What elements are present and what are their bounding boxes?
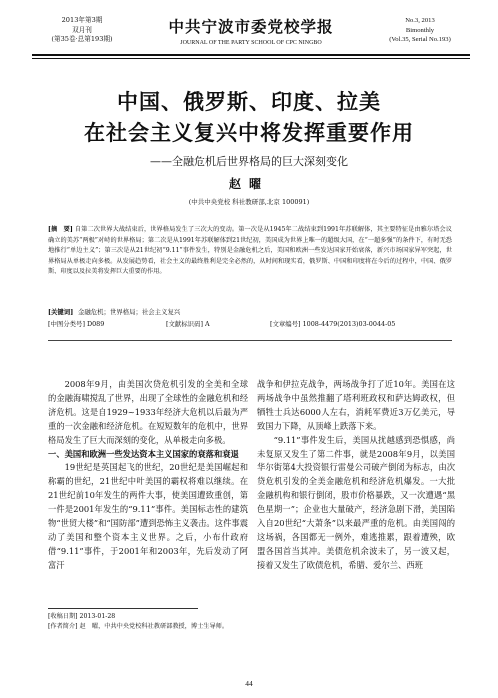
abstract-label: [摘 要] <box>48 226 73 233</box>
article-subtitle: ——全融危机后世界格局的巨大深刻变化 <box>150 155 348 168</box>
header-rule-thick <box>32 54 470 56</box>
article-title-line1: 中国、俄罗斯、印度、拉美 <box>117 89 381 114</box>
issue-info-cn <box>32 16 132 45</box>
article-title-line2: 在社会主义复兴中将发挥重要作用 <box>84 120 414 145</box>
keywords: 金融危机；世界格局；社会主义复兴 <box>78 308 181 316</box>
journal-title-en: JOURNAL OF THE PARTY SCHOOL OF CPC NINGBO <box>180 40 322 46</box>
section-heading: 一、美国和欧洲一些发达资本主义国家的衰落和衰退 <box>48 448 239 459</box>
document-code: [文献标识码] A <box>166 320 210 328</box>
issue-frequency: 双月刊 <box>72 25 92 34</box>
body-paragraph: 19世纪是英国起飞的世纪，20世纪是美国崛起和称霸的世纪，21世纪中叶美国的霸权将难以继续。在21世纪前10年发生的两件大事，使美国遭致重创，第一件是2001年发生的“9.11”事件。美国标志性的建筑物“世贸大楼”和“国防部”遭到恐怖主义袭击。这件事震动了美国和整个资本主义世界。之后，小布什政府借“9.11”事件，于2001年和2003年，先后发动了阿富汗 <box>48 462 248 570</box>
abstract-text: 自第二次世界大战结束后，世界格局发生了三次大的变动。第一次是从1945年二战结束到1991年苏联解体，其主要特征是由雅尔塔会议确立的美苏“两极”对峙的世界格局；第二次是从1991年苏联解体到21世纪初，美国成为世界上唯一的超级大国，在“一超多强”的条件下，有时无恐地推行“单边主义”；第三次是从21世纪初“9.11”事件发生，特别是金融危机之后，美国和欧洲一些发达国家开始衰落，新兴市场国家异军突起，世界格局从单极走向多极。从发展趋势看，社会主义的最终胜利是完全必然的，从时间和现实看，俄罗斯、中国和印度将在今后的过程中，中国、俄罗斯、印度以及拉美将发挥巨大重要的作用。 <box>48 226 452 276</box>
body-paragraph: “9.11”事件发生后，美国从扰越感到恐惧感，尚未复原又发生了第二件事，就是2008年9月，以美国华尔街第4大投资银行雷曼公司破产倒闭为标志，由次贷危机引发的全美金融危机和经济危机爆发。一大批金融机构和银行倒闭，股市价格暴跌，又一次遭遇“黑色星期一”；企业也大量破产，经济急剧下滑，美国陷入自20世纪“大萧条”以来最严重的危机。由美国闯的这场祸，各国都无一例外，难逃推累，跟着遭殃，欧盟各国首当其冲。美债危机余波未了，另一波又起，接着又发生了欧债危机，希腊、爱尔兰、西班 <box>257 434 455 570</box>
issue-volume: (第35卷·总第193期) <box>51 35 113 43</box>
journal-header <box>32 16 470 52</box>
article-number: [文章编号] 1008-4479(2013)03-0044-05 <box>270 320 396 328</box>
abstract <box>48 225 452 278</box>
issue-year: 2013年第3期 <box>61 16 103 24</box>
issue-no-en: No.3, 2013 <box>405 17 435 24</box>
body-paragraph: 战争和伊拉克战争，两场战争打了近10年。美国在这两场战争中虽然推翻了塔利班政权和萨达姆政权，但牺牲士兵达6000人左右，消耗军费近3万亿美元，导致国力下降，从顶峰上跌落下来。 <box>257 379 455 431</box>
keywords-label: [关键词] <box>48 308 74 316</box>
footnote-rule <box>48 608 198 609</box>
author-bio: [作者简介] 赵 曜，中共中央党校科社教研部教授，博士生导师。 <box>48 623 229 630</box>
journal-masthead <box>132 16 370 48</box>
article-author: 赵曜 <box>228 177 269 191</box>
issue-frequency-en: Bimonthly <box>405 26 435 34</box>
issue-info-en <box>370 16 470 45</box>
body-column-right <box>257 378 455 573</box>
body-column-left <box>48 378 248 573</box>
abstract-rule <box>48 340 452 341</box>
header-rule-thin <box>32 58 470 59</box>
issue-volume-en: (Vol.35, Serial No.193) <box>389 36 451 43</box>
received-date: [收稿日期] 2013-01-28 <box>48 613 116 620</box>
journal-title: 中共宁波市委党校学报 <box>168 17 334 36</box>
clc-number: [中图分类号] D089 <box>48 320 105 328</box>
page-number: 44 <box>245 679 253 688</box>
body-paragraph: 2008年9月，由美国次贷危机引发的全美和全球的金融海啸搅乱了世界，出现了全球性的金融危机和经济危机。这是自1929~1933年经济大危机以后最为严重的一次金融和经济危机。在短短数年的危机中，世界格局发生了巨大而深刻的变化，从单极走向多极。 <box>48 379 248 445</box>
author-affiliation: (中共中央党校 科社教研部,北京 100091) <box>188 198 310 206</box>
